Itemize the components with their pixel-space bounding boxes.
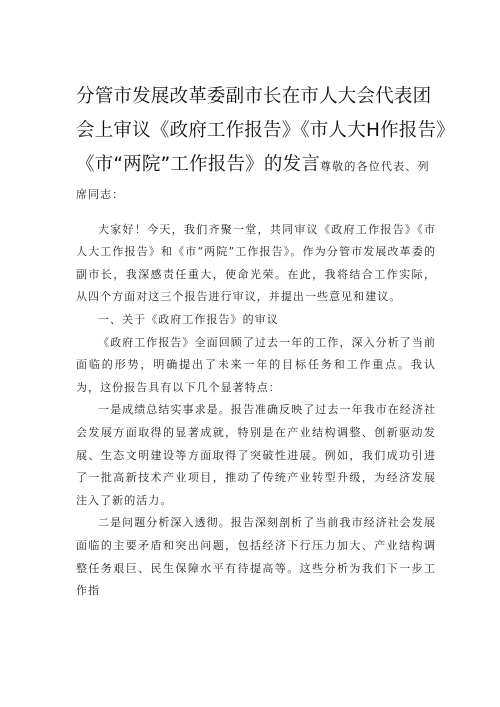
salutation-start: 尊敬的各位代表、列 xyxy=(319,160,430,173)
title-line-3 xyxy=(76,148,436,184)
paragraph-greeting: 大家好！今天，我们齐聚一堂，共同审议《政府工作报告》《市人大工作报告》和《市“两院”工作报告》。作为分管市发展改革委的副市长，我深感责任重大，使命光荣。在此，我将结合工作实际，从四个方面对这三个报告进行审议，并提出一些意见和建议。 xyxy=(76,222,436,304)
title-line-1: 分管市发展改革委副市长在市人大会代表团 xyxy=(76,86,432,107)
salutation-end: 席同志： xyxy=(76,188,125,201)
document-title xyxy=(76,80,455,184)
paragraph-report-overview: 《政府工作报告》全面回顾了过去一年的工作，深入分析了当前面临的形势，明确提出了未来一年的目标任务和工作重点。我认为，这份报告具有以下几个显著特点： xyxy=(76,335,436,394)
document-body xyxy=(76,184,436,603)
paragraph-point-1: 一是成绩总结实事求是。报告准确反映了过去一年我市在经济社会发展方面取得的显著成就，特别是在产业结构调整、创新驱动发展、生态文明建设等方面取得了突破性进展。例如，我们成功引进了一批高新技术产业项目，推动了传统产业转型升级，为经济发展注入了新的活力。 xyxy=(76,403,436,507)
title-line-2: 会上审议《政府工作报告》《市人大H作报告》 xyxy=(76,120,455,141)
paragraph-point-2: 二是问题分析深入透彻。报告深刻剖析了当前我市经济社会发展面临的主要矛盾和突出问题，包括经济下行压力加大、产业结构调整任务艰巨、民生保障水平有待提高等。这些分析为我们下一步工作指 xyxy=(76,516,436,598)
section-heading-1: 一、关于《政府工作报告》的审议 xyxy=(98,312,279,326)
title-line-3-text: 《市“两院”工作报告》的发言 xyxy=(76,154,320,175)
